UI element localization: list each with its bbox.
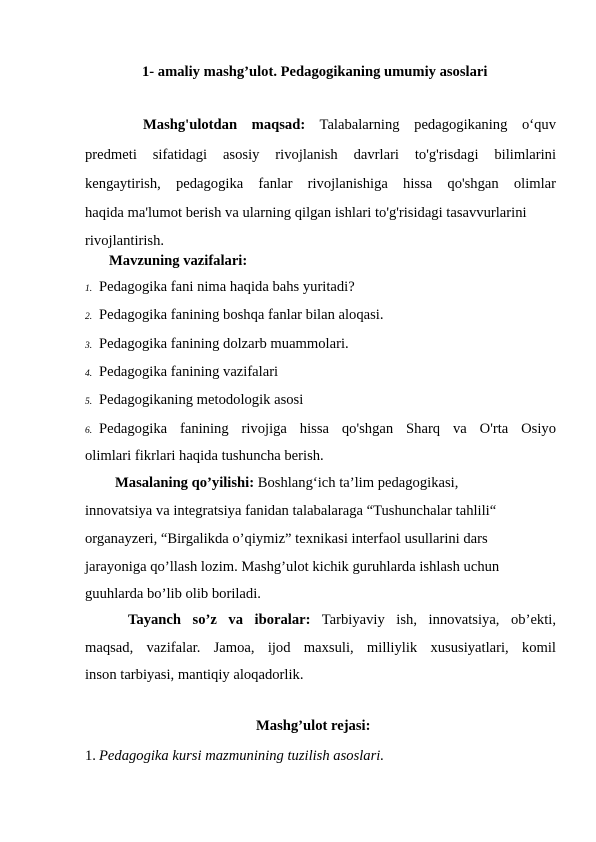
keywords-line-2: maqsad, vazifalar. Jamoa, ijod maxsuli, milliylik xususiyatlari, komil	[85, 640, 556, 656]
task-text: Pedagogika fanining boshqa fanlar bilan aloqasi.	[99, 307, 384, 323]
solution-line-1	[115, 474, 458, 492]
task-text: Pedagogikaning metodologik asosi	[99, 392, 304, 408]
task-item-5	[85, 391, 303, 411]
keywords-label: Tayanch so’z va iboralar:	[128, 612, 311, 628]
plan-text: Pedagogika kursi mazmunining tuzilish asoslari.	[99, 748, 384, 764]
aim-line-5: rivojlantirish.	[85, 233, 165, 249]
solution-text-1: Boshlang‘ich ta’lim pedagogikasi,	[257, 475, 459, 491]
page-title: 1- amaliy mashg’ulot. Pedagogikaning umumiy asoslari	[142, 64, 488, 80]
task-number: 4.	[85, 369, 93, 379]
task-text: Pedagogika fanining rivojiga hissa qo'shgan Sharq va O'rta Osiyo	[99, 421, 556, 437]
task-number: 6.	[85, 426, 93, 436]
task-item-1	[85, 278, 355, 298]
task-item-4	[85, 363, 278, 383]
aim-line-4: haqida ma'lumot berish va ularning qilgan ishlari to'g'risidagi tasavvurlarini	[85, 205, 527, 221]
plan-item-1	[85, 747, 384, 765]
task-item-3	[85, 335, 349, 355]
aim-line-1	[143, 116, 556, 134]
keywords-line-3: inson tarbiyasi, mantiqiy aloqadorlik.	[85, 667, 304, 683]
plan-number: 1.	[85, 748, 96, 764]
aim-line-3: kengaytirish, pedagogika fanlar rivojlanishiga hissa qo'shgan olimlar	[85, 176, 556, 192]
task-number: 3.	[85, 341, 93, 351]
solution-line-4: jarayoniga qo’llash lozim. Mashg’ulot kichik guruhlarda ishlash uchun	[85, 559, 500, 575]
task-number: 1.	[85, 284, 93, 294]
task-text: Pedagogika fani nima haqida bahs yuritadi?	[99, 279, 355, 295]
aim-text-1: Talabalarning pedagogikaning o‘quv	[319, 117, 557, 133]
task-text: Pedagogika fanining vazifalari	[99, 364, 279, 380]
task-item-2	[85, 306, 384, 326]
keywords-text-1: Tarbiyaviy ish, innovatsiya, ob’ekti,	[321, 612, 556, 628]
task-text: Pedagogika fanining dolzarb muammolari.	[99, 336, 349, 352]
aim-line-2: predmeti sifatidagi asosiy rivojlanish davrlari to'g'risdagi bilimlarini	[85, 147, 556, 163]
task-item-6-cont: olimlari fikrlari haqida tushuncha berish.	[85, 448, 324, 464]
tasks-heading: Mavzuning vazifalari:	[109, 253, 248, 269]
solution-line-3: organayzeri, “Birgalikda o’qiymiz” texnikasi interfaol usullarini dars	[85, 531, 488, 547]
keywords-line-1	[128, 611, 556, 629]
solution-line-5: guuhlarda bo’lib olib boriladi.	[85, 586, 261, 602]
aim-label: Mashg'ulotdan maqsad:	[143, 117, 306, 133]
task-item-6	[85, 420, 556, 440]
plan-heading: Mashg’ulot rejasi:	[256, 718, 371, 734]
task-number: 2.	[85, 312, 93, 322]
task-number: 5.	[85, 397, 93, 407]
solution-line-2: innovatsiya va integratsiya fanidan talabalaraga “Tushunchalar tahlili“	[85, 503, 497, 519]
solution-label: Masalaning qo’yilishi:	[115, 475, 255, 491]
